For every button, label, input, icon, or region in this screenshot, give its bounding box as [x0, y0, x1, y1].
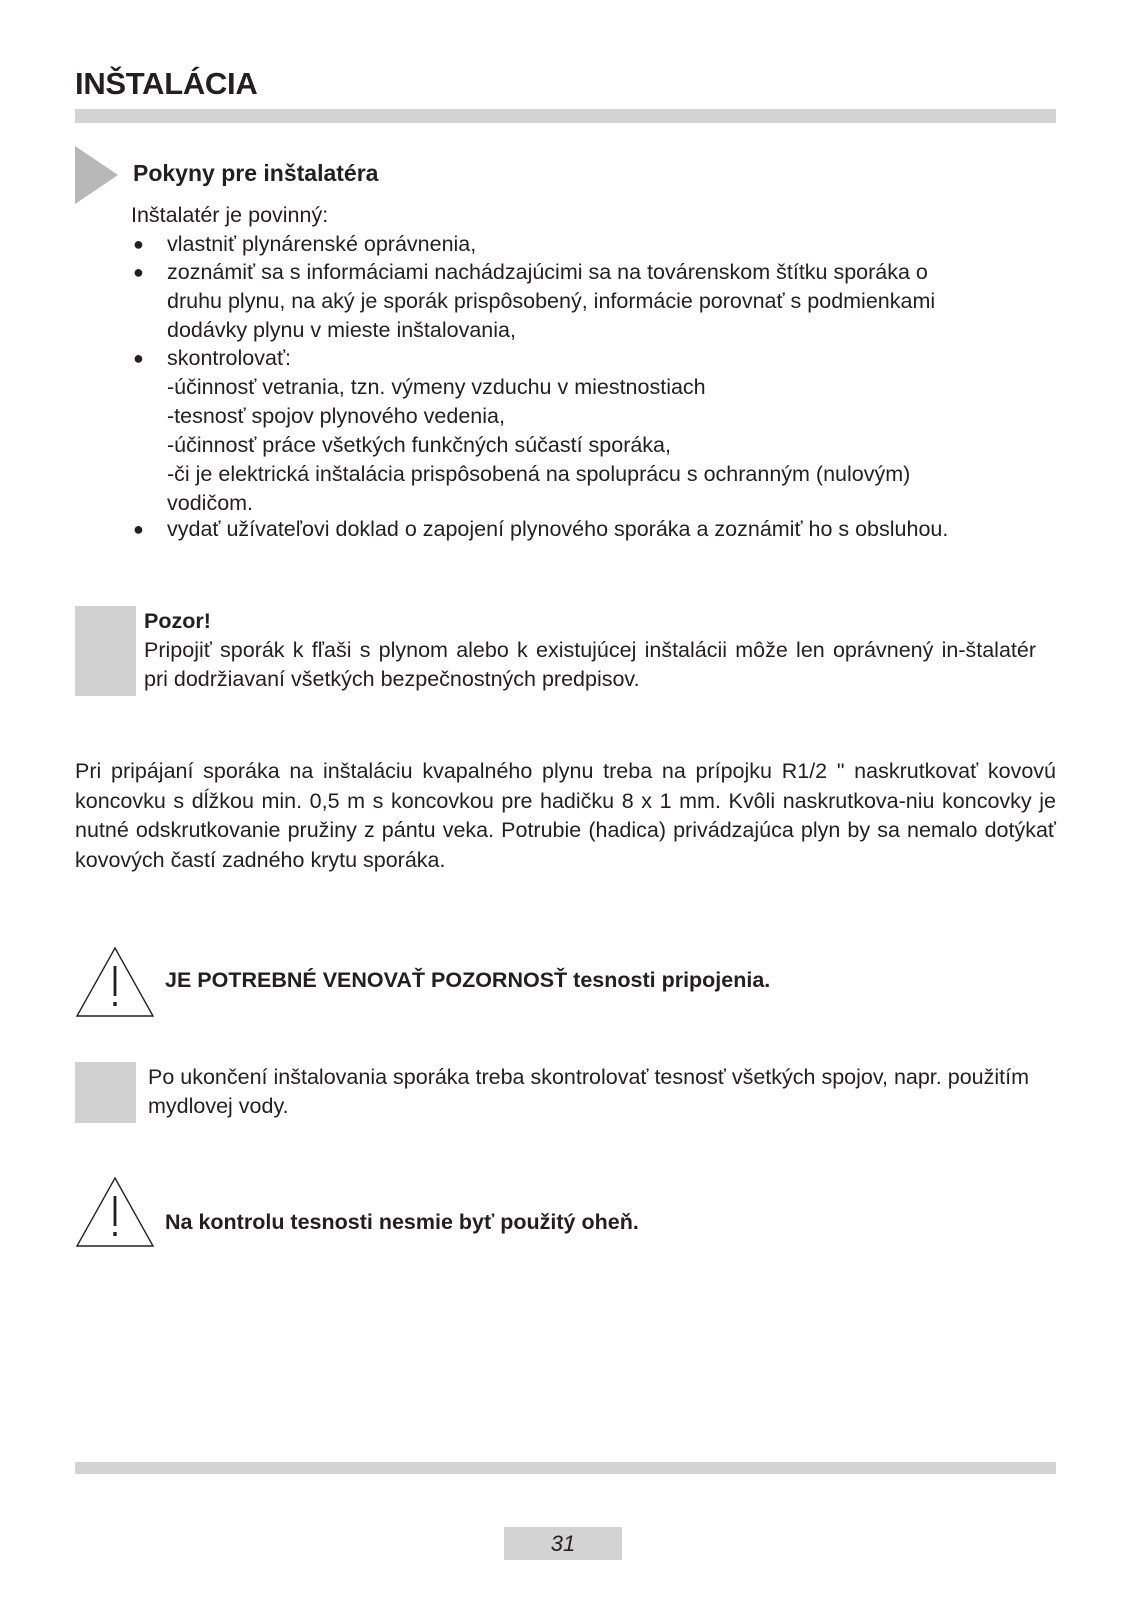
warning-text [165, 966, 770, 995]
list-item: vydať užívateľovi doklad o zapojení plynového sporáka a zoznámiť ho s obsluhou. [167, 517, 949, 541]
warning-triangle-icon [75, 1176, 155, 1248]
warning-rest: tesnosti pripojenia. [567, 968, 771, 992]
page-title: INŠTALÁCIA [75, 66, 258, 101]
note-marker [75, 1062, 136, 1123]
page-number: 31 [504, 1527, 622, 1560]
section-intro: Inštalatér je povinný: [131, 203, 329, 227]
warning-emphasis: JE POTREBNÉ VENOVAŤ POZORNOSŤ [165, 968, 568, 992]
warning-text: Na kontrolu tesnosti nesmie byť použitý oheň. [165, 1210, 639, 1234]
bullet-icon: ● [133, 262, 144, 282]
warning-triangle-icon [75, 946, 155, 1018]
header-divider [75, 109, 1056, 123]
footer-divider [75, 1462, 1056, 1474]
body-paragraph: Pri pripájaní sporáka na inštaláciu kvapalného plynu treba na prípojku R1/2 " naskrutkovať kovovú koncovku s dĺžkou min. 0,5 m s koncovkou pre hadičku 8 x 1 mm. Kvôli naskrutkova-niu koncovky je nutné odskrutkovanie pružiny z pántu veka. Potrubie (hadica) privádzajúca plyn by sa nemalo dotýkať kovových častí zadného krytu sporáka. [75, 759, 1056, 872]
list-item: vlastniť plynárenské oprávnenia, [167, 232, 477, 256]
list-item: skontrolovať: -účinnosť vetrania, tzn. výmeny vzduchu v miestnostiach -tesnosť spojov plynového vedenia, -účinnosť práce všetkých funkčných súčastí sporáka, -či je elektrická inštalácia prispôsobená na spoluprácu s ochranným (nulovým) vodičom. [167, 346, 911, 515]
caution-title: Pozor! [144, 609, 211, 633]
bullet-icon: ● [133, 348, 144, 368]
caution-marker [75, 606, 136, 696]
bullet-icon: ● [133, 234, 144, 254]
caution-text: Pripojiť sporák k fľaši s plynom alebo k existujúcej inštalácii môže len oprávnený in-štalatér pri dodržiavaní všetkých bezpečnostných predpisov. [144, 638, 1036, 691]
section-heading: Pokyny pre inštalatéra [133, 160, 379, 186]
list-item: zoznámiť sa s informáciami nachádzajúcimi sa na továrenskom štítku sporáka o druhu plynu, na aký je sporák prispôsobený, informácie porovnať s podmienkami dodávky plynu v mieste inštalovania, [167, 260, 936, 342]
note-text: Po ukončení inštalovania sporáka treba skontrolovať tesnosť všetkých spojov, napr. použitím mydlovej vody. [148, 1065, 1029, 1118]
bullet-icon: ● [133, 519, 144, 539]
triangle-arrow-icon [75, 146, 118, 204]
